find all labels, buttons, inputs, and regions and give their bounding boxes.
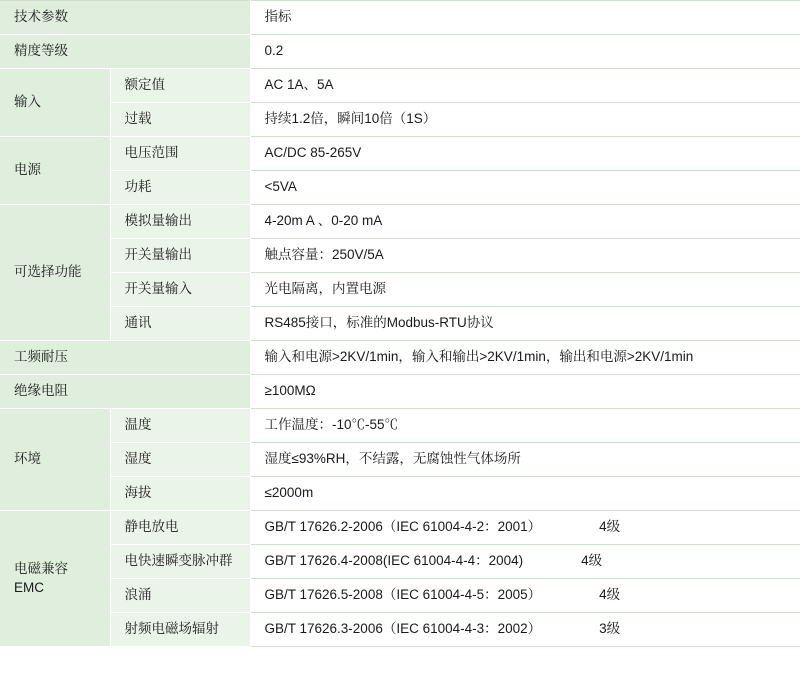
- row-value-level: 4级: [599, 519, 621, 535]
- row-value: 0.2: [250, 35, 800, 69]
- header-param-cell: 技术参数: [0, 1, 250, 35]
- table-row: [0, 171, 800, 205]
- row-value-standard: GB/T 17626.3-2006（IEC 61004-4-3：2002）: [264, 621, 542, 637]
- row-sub-label: 通讯: [110, 307, 250, 341]
- row-group-label: 电磁兼容EMC: [0, 511, 110, 647]
- row-value-standard: GB/T 17626.2-2006（IEC 61004-4-2：2001）: [264, 519, 542, 535]
- row-group-label: 绝缘电阻: [0, 375, 250, 409]
- row-value: [250, 511, 800, 545]
- row-sub-label: 湿度: [110, 443, 250, 477]
- table-row: [0, 307, 800, 341]
- table-row: [0, 579, 800, 613]
- table-row: [0, 511, 800, 545]
- row-value-standard: GB/T 17626.5-2008（IEC 61004-4-5：2005）: [264, 587, 542, 603]
- row-value: RS485接口，标准的Modbus-RTU协议: [250, 307, 800, 341]
- row-sub-label: 温度: [110, 409, 250, 443]
- table-row: [0, 69, 800, 103]
- row-value: 触点容量：250V/5A: [250, 239, 800, 273]
- row-value: 输入和电源>2KV/1min，输入和输出>2KV/1min，输出和电源>2KV/1min: [250, 341, 800, 375]
- row-group-label: 电源: [0, 137, 110, 205]
- row-value: 工作温度：-10℃-55℃: [250, 409, 800, 443]
- row-sub-label: 开关量输入: [110, 273, 250, 307]
- table-row: [0, 545, 800, 579]
- row-value-level: 4级: [581, 553, 603, 569]
- row-value: [250, 545, 800, 579]
- row-value-standard: GB/T 17626.4-2008(IEC 61004-4-4：2004): [264, 553, 524, 569]
- row-sub-label: 电压范围: [110, 137, 250, 171]
- row-value: <5VA: [250, 171, 800, 205]
- row-value: 光电隔离，内置电源: [250, 273, 800, 307]
- row-sub-label: 静电放电: [110, 511, 250, 545]
- row-sub-label: 射频电磁场辐射: [110, 613, 250, 647]
- row-group-label: 工频耐压: [0, 341, 250, 375]
- row-sub-label: 过载: [110, 103, 250, 137]
- table-row: [0, 375, 800, 409]
- table-row: [0, 137, 800, 171]
- row-sub-label: 模拟量输出: [110, 205, 250, 239]
- table-row: [0, 35, 800, 69]
- table-row: [0, 341, 800, 375]
- row-value-level: 4级: [599, 587, 621, 603]
- row-sub-label: 浪涌: [110, 579, 250, 613]
- row-group-label: 输入: [0, 69, 110, 137]
- row-value-level: 3级: [599, 621, 621, 637]
- header-index-cell: 指标: [250, 1, 800, 35]
- row-value: [250, 579, 800, 613]
- table-row: [0, 613, 800, 647]
- row-value: ≥100MΩ: [250, 375, 800, 409]
- table-row: [0, 103, 800, 137]
- row-value: ≤2000m: [250, 477, 800, 511]
- row-group-label: 精度等级: [0, 35, 250, 69]
- row-sub-label: 功耗: [110, 171, 250, 205]
- row-sub-label: 海拔: [110, 477, 250, 511]
- table-header-row: [0, 1, 800, 35]
- row-sub-label: 电快速瞬变脉冲群: [110, 545, 250, 579]
- table-row: [0, 409, 800, 443]
- table-row: [0, 477, 800, 511]
- row-value: 持续1.2倍，瞬间10倍（1S）: [250, 103, 800, 137]
- row-value: 4-20m A 、0-20 mA: [250, 205, 800, 239]
- row-value: AC/DC 85-265V: [250, 137, 800, 171]
- row-value: AC 1A、5A: [250, 69, 800, 103]
- table-row: [0, 443, 800, 477]
- table-row: [0, 273, 800, 307]
- row-sub-label: 开关量输出: [110, 239, 250, 273]
- table-row: [0, 205, 800, 239]
- row-sub-label: 额定值: [110, 69, 250, 103]
- row-value: [250, 613, 800, 647]
- row-group-label: 环境: [0, 409, 110, 511]
- row-group-label: 可选择功能: [0, 205, 110, 341]
- row-value: 湿度≤93%RH，不结露，无腐蚀性气体场所: [250, 443, 800, 477]
- table-row: [0, 239, 800, 273]
